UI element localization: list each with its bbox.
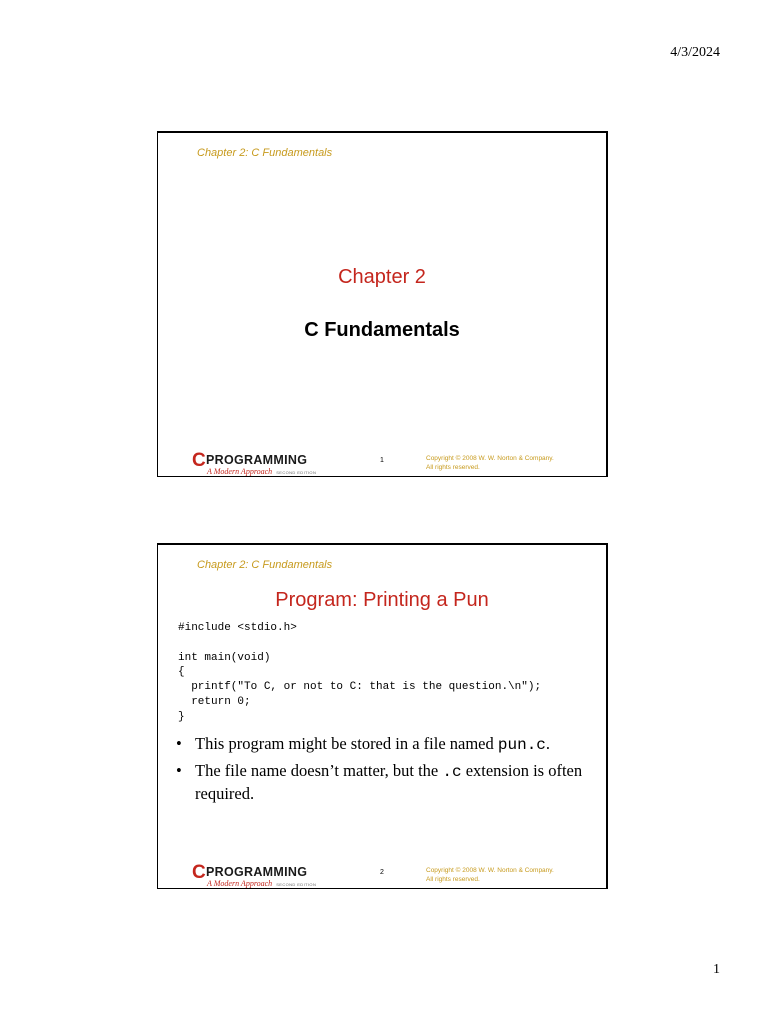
logo-tagline: A Modern Approach SECOND EDITION bbox=[207, 879, 317, 888]
logo-wordmark: PROGRAMMING bbox=[206, 453, 308, 467]
page-number: 1 bbox=[713, 962, 720, 977]
logo-c-letter: C bbox=[192, 862, 206, 883]
chapter-header: Chapter 2: C Fundamentals bbox=[197, 147, 333, 159]
copyright-notice: Copyright © 2008 W. W. Norton & Company. All rights reserved. bbox=[426, 455, 554, 471]
inline-code: .c bbox=[442, 763, 462, 781]
slide-title: Program: Printing a Pun bbox=[275, 589, 489, 611]
logo-c-letter: C bbox=[192, 450, 206, 471]
chapter-header: Chapter 2: C Fundamentals bbox=[197, 559, 333, 571]
slide-2 bbox=[157, 543, 608, 889]
logo-wordmark: PROGRAMMING bbox=[206, 865, 308, 879]
inline-code: pun.c bbox=[497, 736, 546, 754]
c-programming-logo bbox=[192, 451, 332, 475]
logo-edition: SECOND EDITION bbox=[276, 882, 317, 887]
slide-1 bbox=[157, 131, 608, 477]
bullet-item: • This program might be stored in a file named pun.c. bbox=[174, 733, 588, 756]
slide-number: 2 bbox=[380, 869, 384, 876]
slide-number: 1 bbox=[380, 457, 384, 464]
code-block: #include <stdio.h> int main(void) { printf("To C, or not to C: that is the question.\n"); return 0; } bbox=[178, 622, 542, 723]
page-date: 4/3/2024 bbox=[670, 45, 720, 60]
chapter-title: C Fundamentals bbox=[304, 319, 460, 341]
logo-edition: SECOND EDITION bbox=[276, 470, 317, 475]
bullet-item: • The file name doesn’t matter, but the .c extension is often required. bbox=[174, 760, 588, 805]
bullet-list bbox=[174, 733, 588, 809]
chapter-number: Chapter 2 bbox=[338, 266, 426, 288]
copyright-notice: Copyright © 2008 W. W. Norton & Company. All rights reserved. bbox=[426, 867, 554, 883]
logo-tagline: A Modern Approach SECOND EDITION bbox=[207, 467, 317, 476]
c-programming-logo bbox=[192, 863, 332, 887]
